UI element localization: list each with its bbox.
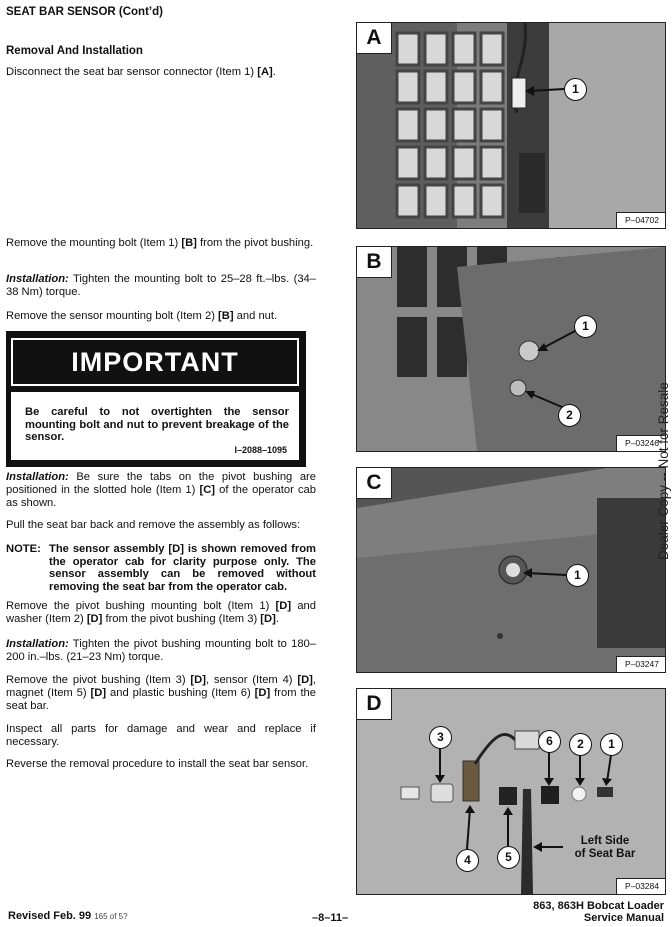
figure-d-photo bbox=[356, 688, 666, 895]
footer-manual-name: Service Manual bbox=[583, 912, 664, 924]
important-text-panel bbox=[11, 392, 299, 460]
figure-d-callout-2: 2 bbox=[569, 733, 592, 756]
step-remove-parts: Remove the pivot bushing (Item 3) [D], sensor (Item 4) [D], magnet (Item 5) [D] and plastic bushing (Item 6) [D] from the seat bar. bbox=[6, 674, 316, 712]
figure-a-letter: A bbox=[357, 23, 392, 54]
step-install-tabs: Installation: Be sure the tabs on the pivot bushing are positioned in the slotted hole (Item 1) [C] of the operator cab as shown. bbox=[6, 471, 316, 509]
important-warning-box bbox=[6, 331, 306, 467]
figure-b-illustration bbox=[357, 247, 665, 451]
figure-d-letter: D bbox=[357, 689, 392, 720]
figure-c-letter: C bbox=[357, 468, 392, 499]
figure-c-callout: 1 bbox=[566, 564, 589, 587]
figure-d-code: P–03284 bbox=[616, 878, 665, 894]
watermark-text: Dealer Copy -- Not for Resale bbox=[656, 382, 671, 560]
figure-b-letter: B bbox=[357, 247, 392, 278]
figure-b-callout-2: 2 bbox=[558, 404, 581, 427]
watermark bbox=[656, 305, 670, 560]
figure-c-photo bbox=[356, 467, 666, 673]
step-install-torque-2: Installation: Tighten the pivot bushing mounting bolt to 180–200 in.–lbs. (21–23 Nm) torque. bbox=[6, 638, 316, 663]
figure-d-callout-3: 3 bbox=[429, 726, 452, 749]
step-remove-sensor-bolt: Remove the sensor mounting bolt (Item 2) [B] and nut. bbox=[6, 310, 278, 322]
step-install-torque-1: Installation: Tighten the mounting bolt to 25–28 ft.–lbs. (34–38 Nm) torque. bbox=[6, 273, 316, 298]
figure-a-callout: 1 bbox=[564, 78, 587, 101]
footer-edition: 165 of 5? bbox=[94, 912, 128, 921]
step-pull-seat-bar: Pull the seat bar back and remove the assembly as follows: bbox=[6, 519, 301, 531]
figure-d-callout-5: 5 bbox=[497, 846, 520, 869]
important-code: I–2088–1095 bbox=[234, 444, 287, 455]
note-block bbox=[6, 543, 316, 593]
important-text: Be careful to not overtighten the sensor mounting bolt and nut to prevent breakage of the sensor. bbox=[25, 406, 289, 443]
step-inspect: Inspect all parts for damage and wear and replace if necessary. bbox=[6, 723, 316, 748]
footer-revised: Revised Feb. 99 165 of 5? bbox=[8, 910, 128, 922]
figure-d-callout-4: 4 bbox=[456, 849, 479, 872]
figure-d-label: Left Side of Seat Bar bbox=[574, 835, 636, 860]
figure-b-callout-1: 1 bbox=[574, 315, 597, 338]
figure-c-illustration bbox=[357, 468, 665, 672]
figure-d-callout-6: 6 bbox=[538, 730, 561, 753]
footer-page-number: –8–11– bbox=[312, 912, 349, 924]
figure-a-illustration bbox=[357, 23, 665, 228]
figure-c-code: P–03247 bbox=[616, 656, 665, 672]
important-heading: IMPORTANT bbox=[11, 338, 299, 386]
figure-a-photo bbox=[356, 22, 666, 229]
figure-d-callout-1: 1 bbox=[600, 733, 623, 756]
step-reverse: Reverse the removal procedure to install the seat bar sensor. bbox=[6, 758, 309, 770]
figure-b-code: P–03246 bbox=[616, 435, 665, 451]
note-label: NOTE: bbox=[6, 543, 41, 555]
section-title: SEAT BAR SENSOR (Cont’d) bbox=[6, 6, 163, 18]
footer-model bbox=[533, 900, 664, 924]
figure-b-photo bbox=[356, 246, 666, 452]
step-remove-mounting-bolt: Remove the mounting bolt (Item 1) [B] from the pivot bushing. bbox=[6, 237, 314, 249]
step-disconnect: Disconnect the seat bar sensor connector (Item 1) [A]. bbox=[6, 66, 276, 78]
footer-model-name: 863, 863H Bobcat Loader bbox=[533, 900, 664, 912]
step-remove-pivot-bolt: Remove the pivot bushing mounting bolt (Item 1) [D] and washer (Item 2) [D] from the pivot bushing (Item 3) [D]. bbox=[6, 600, 316, 625]
figure-a-code: P–04702 bbox=[616, 212, 665, 228]
note-text: The sensor assembly [D] is shown removed from the operator cab for clarity purpose only. The sensor assembly can be removed without removing the seat bar from the operator cab. bbox=[49, 543, 316, 593]
section-subtitle: Removal And Installation bbox=[6, 45, 143, 57]
